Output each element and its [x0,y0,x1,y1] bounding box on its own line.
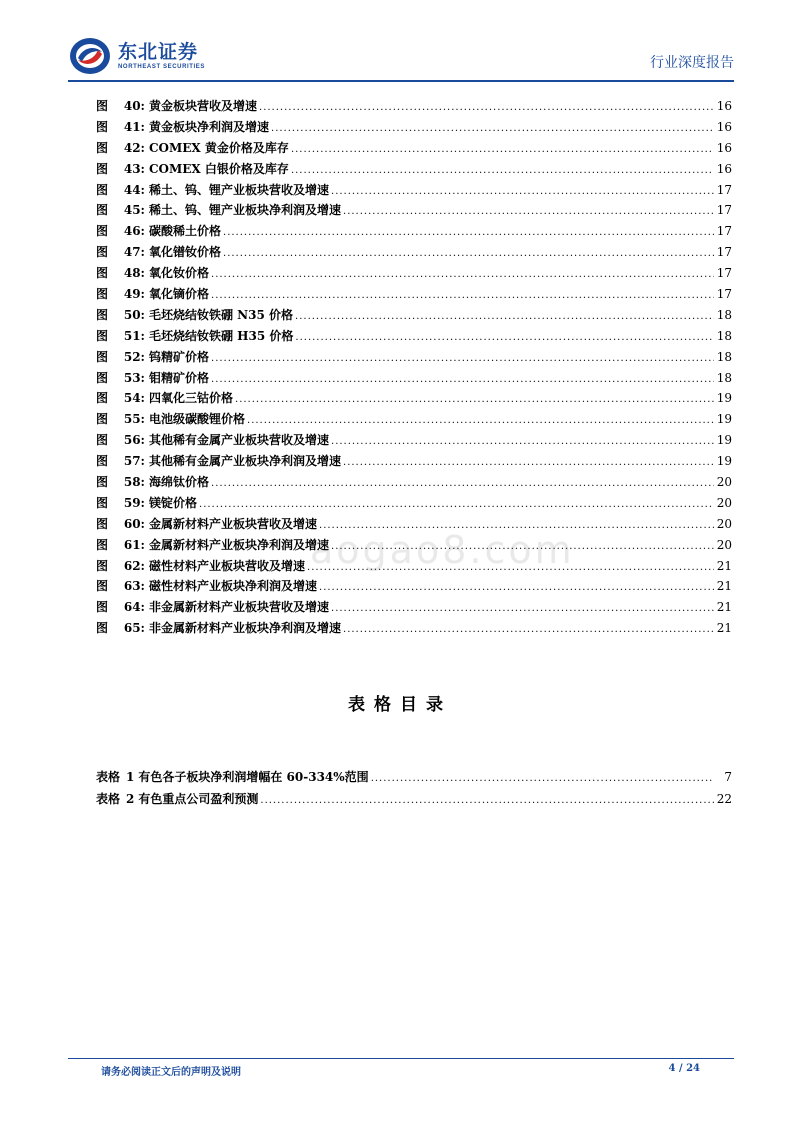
figure-number: 52: [123,349,145,364]
figure-title: 四氧化三钴价格 [149,391,234,406]
logo-english-name: NORTHEAST SECURITIES [118,64,206,70]
page-number: 16 [716,119,732,134]
page-number: 20 [716,475,732,490]
page-number: 20 [716,516,732,531]
figure-number: 58: [123,475,145,490]
figure-label: 图 [96,433,109,448]
figure-title: 磁性材料产业板块净利润及增速 [149,579,318,594]
toc-entry[interactable] [96,536,732,557]
figure-title: 毛坯烧结钕铁硼 H35 价格 [149,328,294,343]
figure-number: 63: [123,579,145,594]
figure-number: 57: [123,454,145,469]
figure-title: 电池级碳酸锂价格 [149,412,246,427]
figure-label: 图 [96,621,109,636]
toc-entry[interactable] [96,285,732,306]
dot-leader [331,186,714,197]
dot-leader [319,582,714,593]
toc-entry[interactable] [96,306,732,327]
figure-label: 图 [96,579,109,594]
table-label: 表格 [96,792,121,806]
figure-label: 图 [96,454,109,469]
figure-label: 图 [96,203,109,218]
figure-label: 图 [96,412,109,427]
toc-entry[interactable] [96,768,732,790]
figure-number: 49: [123,287,145,302]
toc-entry[interactable] [96,598,732,619]
table-number: 1 [126,770,135,784]
figure-title: 碳酸稀土价格 [149,224,222,239]
watermark: aogao8.com [310,528,575,572]
figure-title: 氧化镨钕价格 [149,245,222,260]
figure-number: 65: [123,621,145,636]
figure-number: 42: [123,140,145,155]
figure-label: 图 [96,307,109,322]
toc-entry[interactable] [96,327,732,348]
figure-number: 56: [123,433,145,448]
toc-entry[interactable] [96,473,732,494]
dot-leader [247,415,714,426]
page-number: 16 [716,140,732,155]
dot-leader [223,227,714,238]
page-number: 19 [716,454,732,469]
company-logo [68,36,205,76]
toc-entry[interactable] [96,431,732,452]
dot-leader [343,624,714,635]
toc-entry[interactable] [96,348,732,369]
dot-leader [295,332,714,343]
figure-label: 图 [96,516,109,531]
dot-leader [199,499,714,510]
figure-title: 黄金板块营收及增速 [149,99,258,113]
figure-title: 氧化钕价格 [149,266,210,281]
dot-leader [260,795,714,806]
figure-number: 61: [123,537,145,552]
figure-number: 54: [123,391,145,406]
figure-number: 50: [123,307,145,322]
page-number: 21 [716,600,732,615]
toc-entry[interactable] [96,201,732,222]
figure-label: 图 [96,349,109,364]
page-number: 17 [716,266,732,281]
figure-number: 59: [123,495,145,510]
figure-title: 其他稀有金属产业板块营收及增速 [149,433,330,448]
page-indicator: 4 / 24 [668,1063,700,1074]
page-number: 16 [716,99,732,113]
figure-title: 金属新材料产业板块营收及增速 [149,516,318,531]
figure-title: 海绵钛价格 [149,475,210,490]
figure-label: 图 [96,99,109,113]
page-number: 22 [716,792,732,806]
figure-number: 48: [123,266,145,281]
dot-leader [291,144,714,155]
page-number: 18 [716,349,732,364]
dot-leader [371,773,714,784]
page-number: 16 [716,161,732,176]
figure-title: 镁锭价格 [149,495,198,510]
figure-label: 图 [96,495,109,510]
toc-entry[interactable] [96,619,732,640]
toc-entry[interactable] [96,389,732,410]
figure-number: 47: [123,245,145,260]
page-number: 17 [716,245,732,260]
figure-label: 图 [96,266,109,281]
figure-number: 62: [123,558,145,573]
dot-leader [259,102,714,113]
figure-number: 53: [123,370,145,385]
report-type-label: 行业深度报告 [650,55,734,71]
page-number: 20 [716,537,732,552]
dot-leader [291,165,714,176]
dot-leader [331,436,714,447]
toc-entry[interactable] [96,222,732,243]
figure-title: 金属新材料产业板块净利润及增速 [149,537,330,552]
figure-number: 40: [123,99,145,113]
figure-label: 图 [96,182,109,197]
dot-leader [331,603,714,614]
toc-entry[interactable] [96,118,732,139]
toc-entry[interactable] [96,494,732,515]
dot-leader [307,562,714,573]
figure-title: COMEX 黄金价格及库存 [149,140,289,155]
page-number: 7 [724,770,732,784]
figure-number: 44: [123,182,145,197]
table-title: 有色重点公司盈利预测 [138,792,259,806]
dot-leader [331,541,714,552]
toc-entry[interactable] [96,181,732,202]
figure-number: 51: [123,328,145,343]
figure-label: 图 [96,245,109,260]
footer-disclaimer: 请务必阅读正文后的声明及说明 [101,1067,241,1078]
dot-leader [223,248,714,259]
page-number: 21 [716,558,732,573]
figure-title: COMEX 白银价格及库存 [149,161,289,176]
figure-number: 60: [123,516,145,531]
table-number: 2 [126,792,135,806]
figure-title: 钼精矿价格 [149,370,210,385]
dot-leader [271,123,714,134]
dot-leader [319,520,714,531]
page-number: 18 [716,370,732,385]
toc-entry[interactable] [96,410,732,431]
page-number: 18 [716,328,732,343]
figure-number: 46: [123,224,145,239]
figure-table-of-contents [96,97,732,640]
figure-title: 氧化镝价格 [149,287,210,302]
toc-entry[interactable] [96,557,732,578]
figure-title: 非金属新材料产业板块净利润及增速 [149,621,342,636]
table-label: 表格 [96,770,121,784]
toc-entry[interactable] [96,160,732,181]
page-number: 19 [716,433,732,448]
figure-label: 图 [96,161,109,176]
dot-leader [343,457,714,468]
page-number: 20 [716,495,732,510]
figure-title: 磁性材料产业板块营收及增速 [149,558,306,573]
logo-chinese-name: 东北证券 [118,41,199,63]
figure-title: 稀土、钨、锂产业板块营收及增速 [149,182,330,197]
page-number: 17 [716,203,732,218]
page-number: 19 [716,412,732,427]
page-number: 17 [716,224,732,239]
toc-entry[interactable] [96,452,732,473]
figure-title: 非金属新材料产业板块营收及增速 [149,600,330,615]
page-number: 17 [716,182,732,197]
figure-title: 毛坯烧结钕铁硼 N35 价格 [149,307,294,322]
dot-leader [211,374,714,385]
page-number: 17 [716,287,732,302]
toc-entry[interactable] [96,577,732,598]
figure-label: 图 [96,391,109,406]
figure-label: 图 [96,558,109,573]
header-divider [68,80,734,82]
figure-label: 图 [96,119,109,134]
figure-title: 其他稀有金属产业板块净利润及增速 [149,454,342,469]
footer-divider [68,1058,734,1059]
figure-number: 64: [123,600,145,615]
figure-number: 45: [123,203,145,218]
table-toc-heading: 表格目录 [348,695,452,715]
northeast-securities-logo-icon [68,36,112,76]
dot-leader [295,311,714,322]
toc-entry[interactable] [96,97,732,118]
figure-label: 图 [96,537,109,552]
figure-title: 稀土、钨、锂产业板块净利润及增速 [149,203,342,218]
page-number: 21 [716,579,732,594]
toc-entry[interactable] [96,139,732,160]
dot-leader [343,206,714,217]
figure-number: 55: [123,412,145,427]
figure-label: 图 [96,475,109,490]
table-title: 有色各子板块净利润增幅在 60-334%范围 [138,770,369,784]
page-number: 18 [716,307,732,322]
page-header [68,32,734,82]
dot-leader [211,269,714,280]
figure-title: 黄金板块净利润及增速 [149,119,270,134]
figure-label: 图 [96,328,109,343]
figure-label: 图 [96,224,109,239]
table-table-of-contents [96,768,732,812]
figure-label: 图 [96,600,109,615]
figure-label: 图 [96,287,109,302]
dot-leader [211,290,714,301]
toc-entry[interactable] [96,243,732,264]
dot-leader [211,353,714,364]
figure-number: 41: [123,119,145,134]
page-number: 19 [716,391,732,406]
toc-entry[interactable] [96,369,732,390]
figure-title: 钨精矿价格 [149,349,210,364]
toc-entry[interactable] [96,790,732,812]
page-number: 21 [716,621,732,636]
dot-leader [235,394,714,405]
toc-entry[interactable] [96,515,732,536]
figure-label: 图 [96,370,109,385]
dot-leader [211,478,714,489]
figure-number: 43: [123,161,145,176]
toc-entry[interactable] [96,264,732,285]
figure-label: 图 [96,140,109,155]
